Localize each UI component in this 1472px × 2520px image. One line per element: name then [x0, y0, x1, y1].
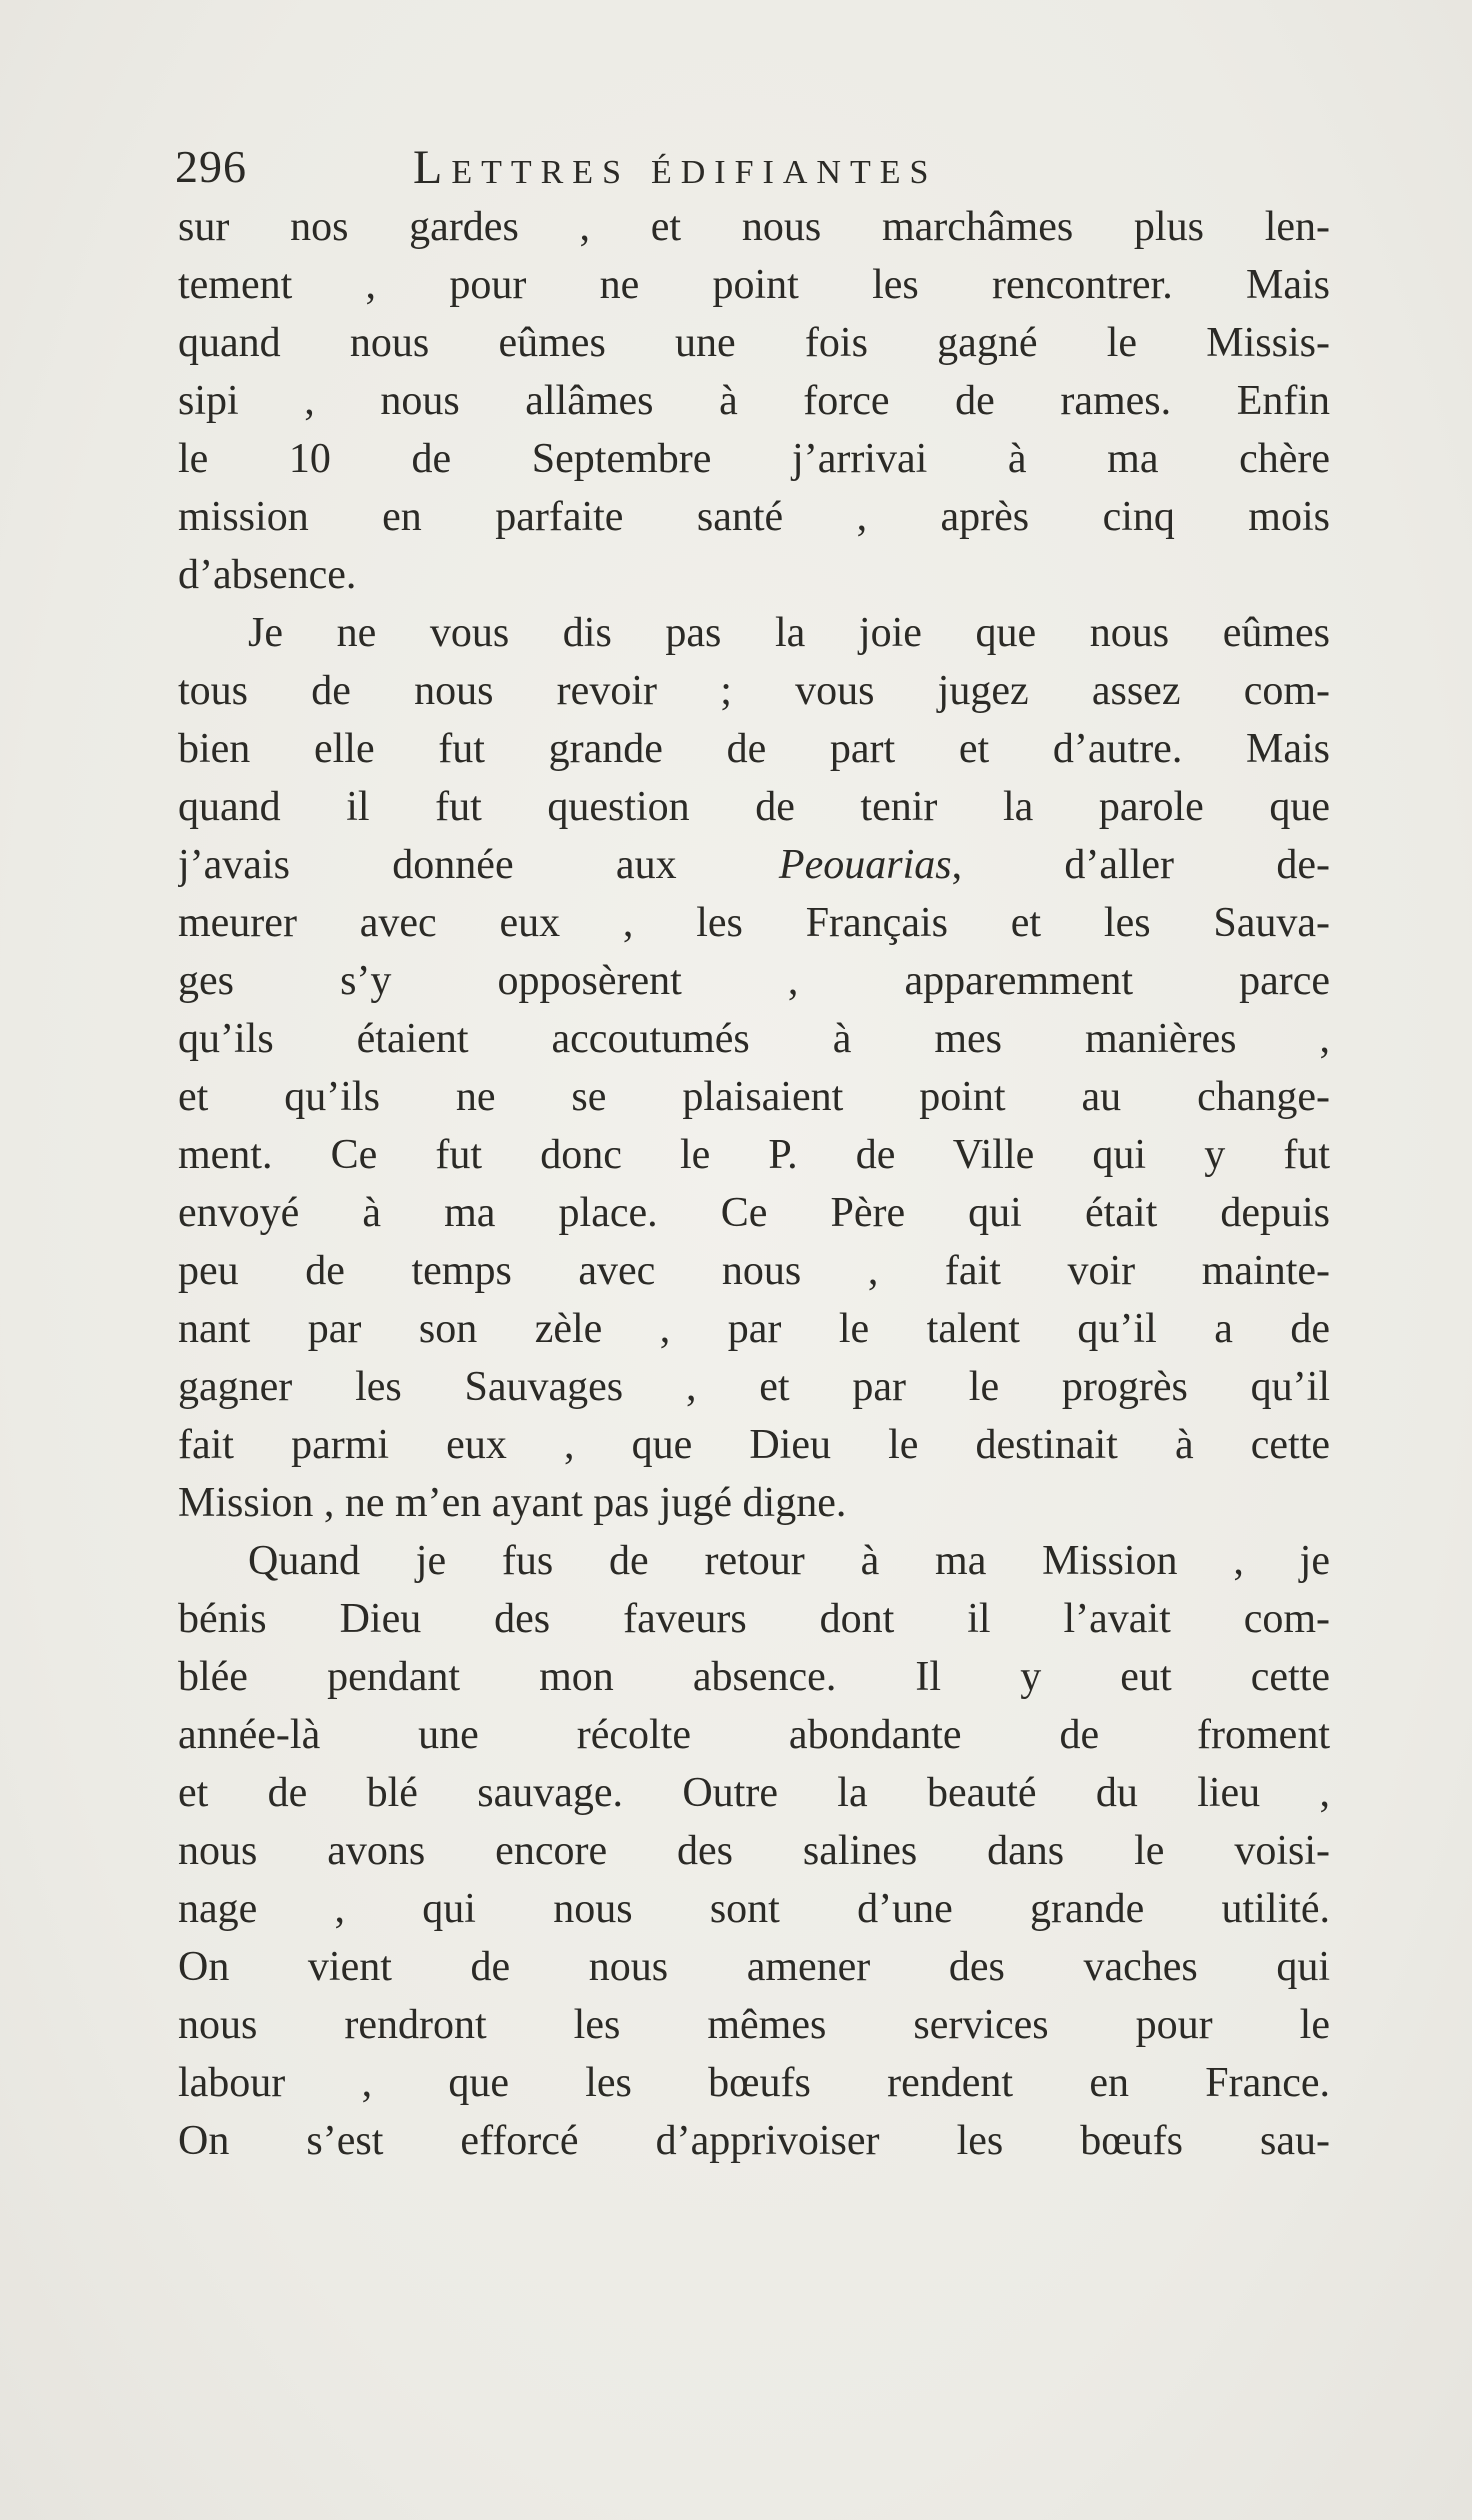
text-line: sipi , nous allâmes à force de rames. Enfin [178, 378, 1330, 424]
text-line: nage , qui nous sont d’une grande utilité. [178, 1886, 1330, 1932]
page-header [175, 140, 1325, 200]
body-text [178, 198, 1330, 2170]
text-line: nous avons encore des salines dans le voisi- [178, 1828, 1330, 1874]
text-line: gagner les Sauvages , et par le progrès qu’il [178, 1364, 1330, 1410]
text-line: nous rendront les mêmes services pour le [178, 2002, 1330, 2048]
text-line: et qu’ils ne se plaisaient point au change- [178, 1074, 1330, 1120]
text-line: et de blé sauvage. Outre la beauté du lieu , [178, 1770, 1330, 1816]
text-line: tement , pour ne point les rencontrer. Mais [178, 262, 1330, 308]
text-line: peu de temps avec nous , fait voir mainte- [178, 1248, 1330, 1294]
text-line: ges s’y opposèrent , apparemment parce [178, 958, 1330, 1004]
text-line: labour , que les bœufs rendent en France. [178, 2060, 1330, 2106]
text-line: On vient de nous amener des vaches qui [178, 1944, 1330, 1990]
text-line: année-là une récolte abondante de froment [178, 1712, 1330, 1758]
text-line: bénis Dieu des faveurs dont il l’avait com- [178, 1596, 1330, 1642]
text-line: quand nous eûmes une fois gagné le Missis- [178, 320, 1330, 366]
text-line: mission en parfaite santé , après cinq mois [178, 494, 1330, 540]
text-line: On s’est efforcé d’apprivoiser les bœufs sau- [178, 2118, 1330, 2164]
text-line: d’absence. [178, 552, 357, 598]
text-line: envoyé à ma place. Ce Père qui était depuis [178, 1190, 1330, 1236]
paragraph-start-line: Je ne vous dis pas la joie que nous eûmes [248, 610, 1330, 656]
running-title: Lettres édifiantes [413, 141, 938, 194]
text-line: bien elle fut grande de part et d’autre. Mais [178, 726, 1330, 772]
paragraph-start-line: Quand je fus de retour à ma Mission , je [248, 1538, 1330, 1584]
text-line: tous de nous revoir ; vous jugez assez com- [178, 668, 1330, 714]
italic-name: Peouarias [778, 842, 952, 888]
text-line: le 10 de Septembre j’arrivai à ma chère [178, 436, 1330, 482]
text-line: ment. Ce fut donc le P. de Ville qui y fut [178, 1132, 1330, 1178]
text-line: fait parmi eux , que Dieu le destinait à cette [178, 1422, 1330, 1468]
text-segment: j’avais donnée aux [178, 842, 677, 888]
text-line: quand il fut question de tenir la parole que [178, 784, 1330, 830]
text-line: Mission , ne m’en ayant pas jugé digne. [178, 1480, 847, 1526]
text-line: qu’ils étaient accoutumés à mes manières , [178, 1016, 1330, 1062]
text-line: sur nos gardes , et nous marchâmes plus len- [178, 204, 1330, 250]
text-line: nant par son zèle , par le talent qu’il a de [178, 1306, 1330, 1352]
text-line: blée pendant mon absence. Il y eut cette [178, 1654, 1330, 1700]
text-line: meurer avec eux , les Français et les Sauva- [178, 900, 1330, 946]
text-line-with-italic [178, 836, 1330, 894]
text-segment: , d’aller de- [951, 842, 1330, 888]
page-number: 296 [175, 141, 247, 192]
